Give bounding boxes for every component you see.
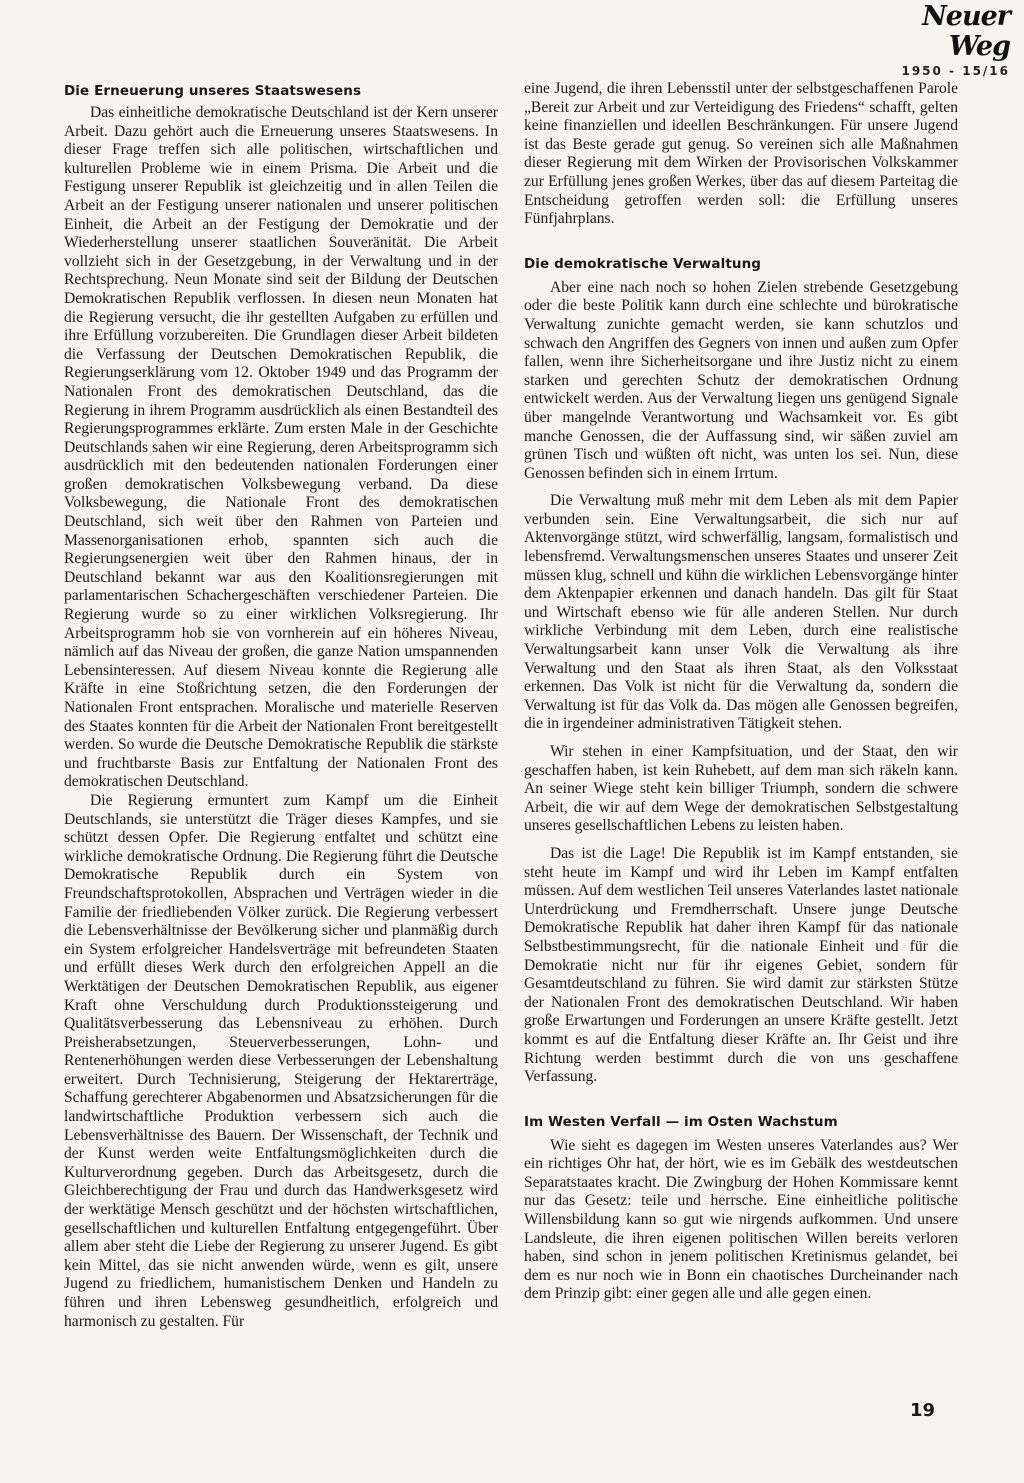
- section-heading-verwaltung: Die demokratische Verwaltung: [524, 255, 762, 272]
- section-heading-westen: Im Westen Verfall — im Osten Wachstum: [524, 1113, 838, 1130]
- paragraph: Wie sieht es dagegen im Westen unseres Vaterlandes aus? Wer ein richtiges Ohr hat, der hört, wie es im Gebälk des westdeutschen Separatstaates kracht. Die Zwingburg der Hohen Kommissare kennt nur das Gesetz: teile und herrsche. Eine einheitliche politische Willensbildung kann so gut wie nirgends aufkommen. Und unsere Landsleute, die ihren eigenen politischen Willen bereits verloren haben, sind schon in jenem politischen Kretinismus gelandet, bei dem es nur noch wie in Bonn ein chaotisches Durcheinander nach dem Prinzip gibt: einer gegen alle und alle gegen einen.: [524, 1136, 958, 1303]
- issue-number: 1950 - 15/16: [901, 64, 1010, 78]
- section-heading-erneuerung: Die Erneuerung unseres Staatswesens: [64, 83, 362, 99]
- paragraph: Das einheitliche demokratische Deutschland ist der Kern unserer Arbeit. Dazu gehört auch die Erneuerung unseres Staatswesens. In dieser Frage treffen sich alle politischen, wirtschaftlichen und kulturellen Probleme wie in einem Prisma. Die Arbeit und die Festigung unserer Republik ist gleichzeitig und in allen Teilen die Arbeit an der Festigung unserer nationalen und unserer politischen Einheit, die Arbeit an der Festigung der Demokratie und der Wiederherstellung unserer staatlichen Souveränität. Die Arbeit vollzieht sich in der Gesetzgebung, in der Verwaltung und in der Rechtsprechung. Neun Monate sind seit der Bildung der Deutschen Demokratischen Republik verflossen. In diesen neun Monaten hat die Regierung versucht, die ihr gestellten Aufgaben zu erfüllen und ihre Erfüllung vorzubereiten. Die Grundlagen dieser Arbeit bildeten die Verfassung der Deutschen Demokratischen Republik, die Regierungserklärung vom 12. Oktober 1949 und das Programm der Nationalen Front des demokratischen Deutschland, das die Regierung in ihrem Programm ausdrücklich als einen Bestandteil des Regierungsprogrammes erklärte. Zum ersten Male in der Geschichte Deutschlands sahen wir eine Regierung, deren Arbeitsprogramm sich ausdrücklich mit den bedeutenden nationalen Forderungen einer großen demokratischen Volksbewegung verband. Da diese Volksbewegung, die Nationale Front des demokratischen Deutschland, sich weit über den Rahmen von Parteien und Massenorganisationen erhob, spannten sich auch die Regierungsenergien weit über den Rahmen hinaus, der in Deutschland bekannt war aus den Koalitionsregierungen mit parlamentarischen Schachergeschäften verschiedener Parteien. Die Regierung wurde so zu einer wirklichen Volksregierung. Ihr Arbeitsprogramm hob sie von vornherein auf ein höheres Niveau, nämlich auf das Niveau der großen, die ganze Nation umspannenden Lebensinteressen. Auf diesem Niveau konnte die Regierung alle Kräfte in eine Stoßrichtung setzen, die den Forderungen der Nationalen Front entsprachen. Moralische und materielle Reserven des Staates konnten für die Arbeit der Nationalen Front bereitgestellt werden. So wurde die Deutsche Demokratische Republik die stärkste und fruchtbarste Basis zur Entfaltung der Nationalen Front des demokratischen Deutschland.: [64, 104, 498, 791]
- paragraph: Die Verwaltung muß mehr mit dem Leben als mit dem Papier verbunden sein. Eine Verwaltungsarbeit, die sich nur auf Aktenvorgänge stützt, wird schwerfällig, langsam, formalistisch und lebensfremd. Verwaltungsmenschen unseres Staates und unserer Zeit müssen klug, schnell und kühn die wirklichen Lebensvorgänge hinter dem Aktenpapier erkennen und danach handeln. Das gilt für Staat und Wirtschaft ebenso wie für alle anderen Stellen. Nur durch wirkliche Verbindung mit dem Leben, durch eine realistische Verwaltungsarbeit kann unser Volk die Verwaltung als ihre Verwaltung und den Staat als ihren Staat, als den Volksstaat erkennen. Das Volk ist nicht für die Verwaltung da, sondern die Verwaltung ist für das Volk da. Das mögen alle Genossen begreifen, die in irgendeiner administrativen Tätigkeit stehen.: [524, 492, 958, 733]
- paragraph: Aber eine nach noch so hohen Zielen strebende Gesetzgebung oder die beste Politik kann durch eine schlechte und bürokratische Verwaltung zunichte gemacht werden, sie kann schutzlos und schwach den Angriffen des Gegners von innen und außen zum Opfer fallen, wenn ihre Sicherheitsorgane und ihre Justiz nicht zu einem starken und gerechten Schutz der demokratischen Ordnung entwickelt werden. Aus der Verwaltung liegen uns genügend Signale über mangelnde Verantwortung und Wachsamkeit vor. Es gibt manche Genossen, die der Auffassung sind, wir säßen zuviel am grünen Tisch und wüßten oft nicht, was unten los sei. Nun, diese Genossen befinden sich in einem Irrtum.: [524, 278, 958, 482]
- paragraph: Die Regierung ermuntert zum Kampf um die Einheit Deutschlands, sie unterstützt die Träger dieses Kampfes, und sie schützt dessen Opfer. Die Regierung entfaltet und schützt eine wirkliche demokratische Ordnung. Die Regierung führt die Deutsche Demokratische Republik durch ein System von Freundschaftsprotokollen, Absprachen und Verträgen wieder in die Familie der friedliebenden Völker zurück. Die Regierung verbessert die Lebensverhältnisse der Bevölkerung sicher und planmäßig durch ein System erfolgreicher Handelsverträge mit befreundeten Staaten und erfüllt dieses Werk durch den erfolgreichen Appell an die Werktätigen der Deutschen Demokratischen Republik, aus eigener Kraft ohne Verschuldung durch Produktionssteigerung und Qualitätsverbesserung das Lebensniveau zu erhöhen. Durch Preisherabsetzungen, Steuerverbesserungen, Lohn- und Rentenerhöhungen werden diese Verbesserungen der Lebenshaltung erweitert. Durch Technisierung, Steigerung der Hektarerträge, Schaffung gerechterer Abgabenormen und Absatzsicherungen für die landwirtschaftliche Produktion verbessern sich auch die Lebensverhältnisse des Bauern. Der Wissenschaft, der Technik und der Kunst werden weite Entfaltungsmöglichkeiten durch die Kulturverordnung gegeben. Durch das Arbeitsgesetz, durch die Gleichberechtigung der Frau und durch das Handwerksgesetz wird der werktätige Mensch geschützt und der höchsten wirtschaftlichen, gesellschaftlichen und kulturellen Entfaltung entgegengeführt. Über allem aber steht die Liebe der Regierung zu unserer Jugend. Es gibt kein Mittel, das sie nicht anwenden würde, wenn es gilt, unsere Jugend zu friedlichem, humanistischem Denken und Handeln zu führen und ihren Lebensweg gesundheitlich, erfolgreich und harmonisch zu gestalten. Für: [64, 791, 498, 1330]
- paragraph-continued: eine Jugend, die ihren Lebensstil unter der selbstgeschaffenen Parole „Bereit zur Arbeit und zur Verteidigung des Friedens“ schafft, gelten keine finanziellen und ideellen Beschränkungen. Für unsere Jugend ist das Beste gerade gut genug. So vereinen sich alle Maßnahmen dieser Regierung mit dem Wirken der Provisorischen Volkskammer zur Erfüllung jenes großen Werkes, über das auf diesem Parteitag die Entscheidung getroffen werden soll: die Erfüllung unseres Fünfjahrplans.: [524, 80, 958, 228]
- newspaper-logo: Neuer Weg: [922, 1, 1010, 62]
- page-number: 19: [910, 1400, 936, 1421]
- paragraph: Wir stehen in einer Kampfsituation, und der Staat, den wir geschaffen haben, ist kein Ruhebett, auf dem man sich räkeln kann. An seiner Wiege steht kein billiger Triumph, sondern die schwere Arbeit, die wir auf dem Wege der demokratischen Selbstgestaltung unseres gesellschaftlichen Lebens zu leisten haben.: [524, 743, 958, 835]
- paragraph: Das ist die Lage! Die Republik ist im Kampf entstanden, sie steht heute im Kampf und wird ihr Leben im Kampf entfalten müssen. Auf dem westlichen Teil unseres Vaterlandes lastet nationale Unterdrückung und Fremdherrschaft. Unsere junge Deutsche Demokratische Republik hat daher ihren Kampf für das nationale Selbstbestimmungsrecht, für die nationale Einheit und für die Demokratie nicht nur für ihr eigenes Gebiet, sondern für Gesamtdeutschland zu führen. Sie wird damit zur stärksten Stütze der Nationalen Front des demokratischen Deutschland. Wir haben große Erwartungen und Forderungen an unsere Kräfte gestellt. Jetzt kommt es auf die Entfaltung dieser Kräfte an. Ihr Geist und ihre Richtung werden bestimmt durch die von uns geschaffene Verfassung.: [524, 844, 958, 1086]
- masthead: [864, 2, 1010, 78]
- right-column: [524, 80, 958, 1304]
- left-column: [64, 82, 498, 1331]
